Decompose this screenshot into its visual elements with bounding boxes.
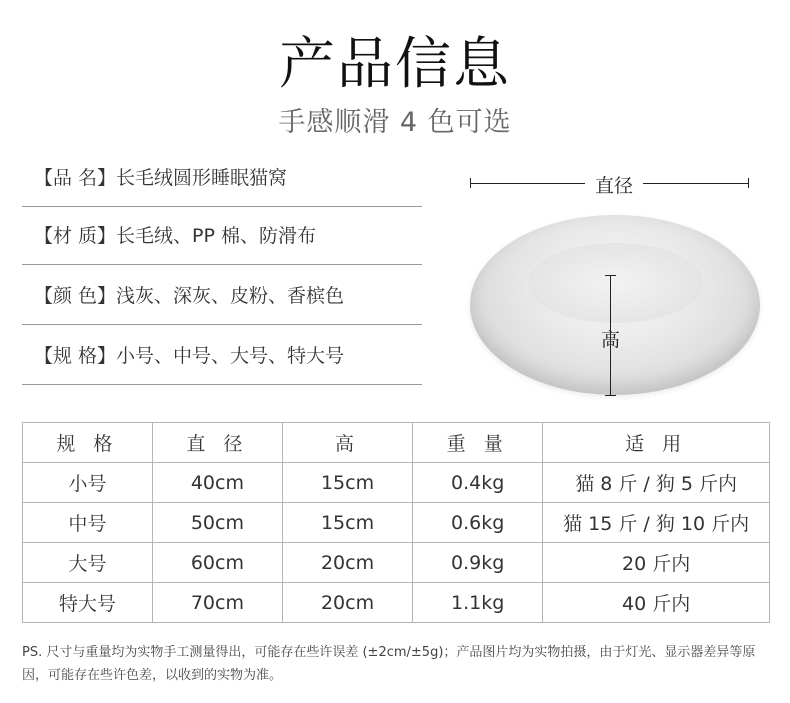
info-row-material (22, 206, 422, 265)
cell-suitable: 猫 8 斤 / 狗 5 斤内 (543, 463, 770, 503)
table-row (23, 543, 770, 583)
table-row (23, 503, 770, 543)
info-value: 长毛绒、PP 棉、防滑布 (116, 225, 317, 247)
table-row (23, 463, 770, 503)
info-value: 长毛绒圆形睡眠猫窝 (116, 167, 288, 189)
page-subtitle: 手感顺滑 4 色可选 (278, 107, 512, 138)
cell-spec: 小号 (23, 463, 153, 503)
diameter-line-left (470, 183, 585, 184)
cell-weight: 0.6kg (413, 503, 543, 543)
cell-height: 15cm (282, 503, 412, 543)
header-height: 高 (282, 423, 412, 463)
info-label: 【颜 色】 (34, 285, 117, 307)
cat-bed-image (470, 215, 760, 395)
info-label: 【材 质】 (34, 225, 117, 247)
cell-diameter: 40cm (152, 463, 282, 503)
cell-spec: 大号 (23, 543, 153, 583)
diameter-line-right (643, 183, 748, 184)
cell-diameter: 70cm (152, 583, 282, 623)
cell-spec: 中号 (23, 503, 153, 543)
info-value: 浅灰、深灰、皮粉、香槟色 (116, 285, 345, 307)
header-spec: 规 格 (23, 423, 153, 463)
height-tick-bottom (605, 395, 616, 396)
cell-spec: 特大号 (23, 583, 153, 623)
info-value: 小号、中号、大号、特大号 (116, 345, 345, 367)
info-label: 【品 名】 (34, 167, 117, 189)
spec-table (22, 422, 770, 623)
cell-weight: 1.1kg (413, 583, 543, 623)
cell-height: 20cm (282, 583, 412, 623)
cell-height: 15cm (282, 463, 412, 503)
cell-height: 20cm (282, 543, 412, 583)
info-row-color (22, 266, 422, 325)
cell-weight: 0.4kg (413, 463, 543, 503)
footnote: PS. 尺寸与重量均为实物手工测量得出，可能存在些许误差 (±2cm/±5g)；产品图片均为实物拍摄，由于灯光、显示器差异等原因，可能存在些许色差，以收到的实物为准。 (22, 645, 756, 683)
header-weight: 重 量 (413, 423, 543, 463)
cell-diameter: 60cm (152, 543, 282, 583)
info-label: 【规 格】 (34, 345, 117, 367)
table-header-row (23, 423, 770, 463)
table-row (23, 583, 770, 623)
diameter-tick-right (748, 178, 749, 188)
cat-bed-inner (528, 243, 703, 323)
cell-suitable: 猫 15 斤 / 狗 10 斤内 (543, 503, 770, 543)
height-label: 高 (601, 329, 621, 351)
cell-suitable: 40 斤内 (543, 583, 770, 623)
info-row-name (22, 148, 422, 207)
product-illustration (460, 165, 770, 405)
cell-diameter: 50cm (152, 503, 282, 543)
header-suitable: 适 用 (543, 423, 770, 463)
info-row-spec (22, 326, 422, 385)
diameter-label: 直径 (585, 171, 643, 198)
header-diameter: 直 径 (152, 423, 282, 463)
page-title: 产品信息 (279, 32, 511, 97)
cell-weight: 0.9kg (413, 543, 543, 583)
cell-suitable: 20 斤内 (543, 543, 770, 583)
